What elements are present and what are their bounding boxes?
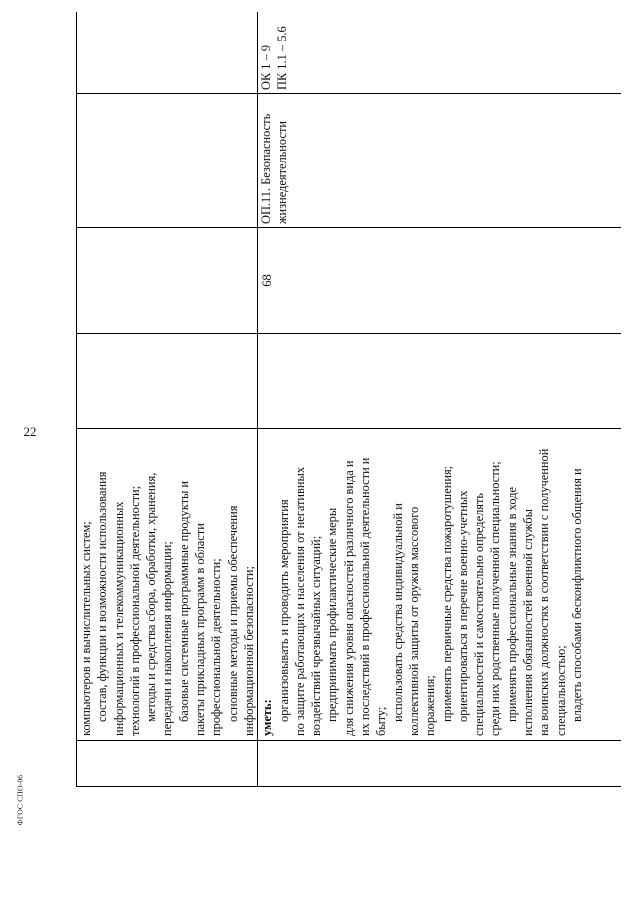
knowledge-line: профессиональной деятельности; <box>209 558 224 736</box>
hours-cell <box>258 228 621 334</box>
discipline-line: ОП.11. Безопасность <box>259 113 274 224</box>
knowledge-line: состав, функции и возможности использования <box>95 471 110 722</box>
skill-line: поражения; <box>423 675 438 736</box>
competency-codes <box>258 12 291 93</box>
skill-line: быту; <box>374 706 389 736</box>
skill-line: исполнения обязанностей военной службы <box>521 509 536 736</box>
discipline-line: жизнедеятельности <box>274 121 289 224</box>
knowledge-line: компьютеров и вычислительных систем; <box>79 521 93 736</box>
skills-cell <box>258 429 621 741</box>
knowledge-line: основные методы и приемы обеспечения <box>225 505 240 722</box>
competency-line: ОК 1 – 9 <box>259 44 274 90</box>
knowledge-line: технологий в профессиональной деятельности; <box>127 485 142 736</box>
knowledge-line: передачи и накопления информации; <box>160 541 175 736</box>
max-hours-cell <box>258 334 621 429</box>
skill-line: по защите работающих и населения от негативных <box>292 466 307 736</box>
discipline-cell <box>77 94 258 228</box>
skill-line: среди них родственные полученной специальности; <box>488 461 503 736</box>
competency-line: ПК 1.1 – 5.6 <box>274 26 289 90</box>
skill-line: применять профессиональные знания в ходе <box>504 487 519 722</box>
skill-line: на воинских должностях в соответствии с полученной <box>537 448 552 736</box>
rotated-content <box>76 12 621 787</box>
knowledge-line: методы и средства сбора, обработки, хранения, <box>144 472 159 722</box>
skill-line: использовать средства индивидуальной и <box>390 503 405 722</box>
index-cell <box>77 741 258 787</box>
max-hours-cell <box>77 334 258 429</box>
skill-line: специальностей и самостоятельно определять <box>472 492 487 736</box>
skill-line: воздействий чрезвычайных ситуаций; <box>309 535 324 736</box>
skill-line: специальностью; <box>553 645 568 736</box>
hours-cell <box>77 228 258 334</box>
knowledge-line: информационной безопасности; <box>241 566 256 736</box>
skills-heading: уметь: <box>260 699 275 736</box>
table-row-skills <box>258 12 621 787</box>
footer-standard: ФГОС СПО-06 <box>15 774 25 826</box>
index-cell <box>258 741 621 787</box>
skills-list <box>276 433 586 736</box>
discipline-cell <box>258 94 621 228</box>
discipline-name <box>258 94 291 227</box>
page-number: 22 <box>23 424 37 439</box>
rotated-page <box>76 12 621 787</box>
table-row-knowledge <box>77 12 258 787</box>
skill-line: коллективной защиты от оружия массового <box>406 506 421 736</box>
knowledge-line: базовые системные программные продукты и <box>176 480 191 722</box>
skill-line: применять первичные средства пожаротушения; <box>439 465 454 722</box>
skill-line: их последствий в профессиональной деятельности и <box>358 457 373 736</box>
skill-line: предпринимать профилактические меры <box>325 507 340 722</box>
footer-area <box>2 740 38 860</box>
knowledge-line: пакеты прикладных программ в области <box>193 523 208 736</box>
skill-line: организовывать и проводить мероприятия <box>276 499 291 722</box>
skill-line: ориентироваться в перечне военно-учетных <box>455 490 470 722</box>
skill-line: владеть способами бесконфликтного общения и <box>569 468 584 722</box>
competency-cell <box>77 12 258 94</box>
knowledge-line: информационных и телекоммуникационных <box>111 501 126 736</box>
knowledge-cell <box>77 429 258 741</box>
competency-cell <box>258 12 621 94</box>
skill-line: для снижения уровня опасностей различного вида и <box>341 460 356 736</box>
curriculum-table <box>76 12 621 787</box>
hours-value: 68 <box>260 274 275 287</box>
knowledge-list <box>77 429 257 740</box>
